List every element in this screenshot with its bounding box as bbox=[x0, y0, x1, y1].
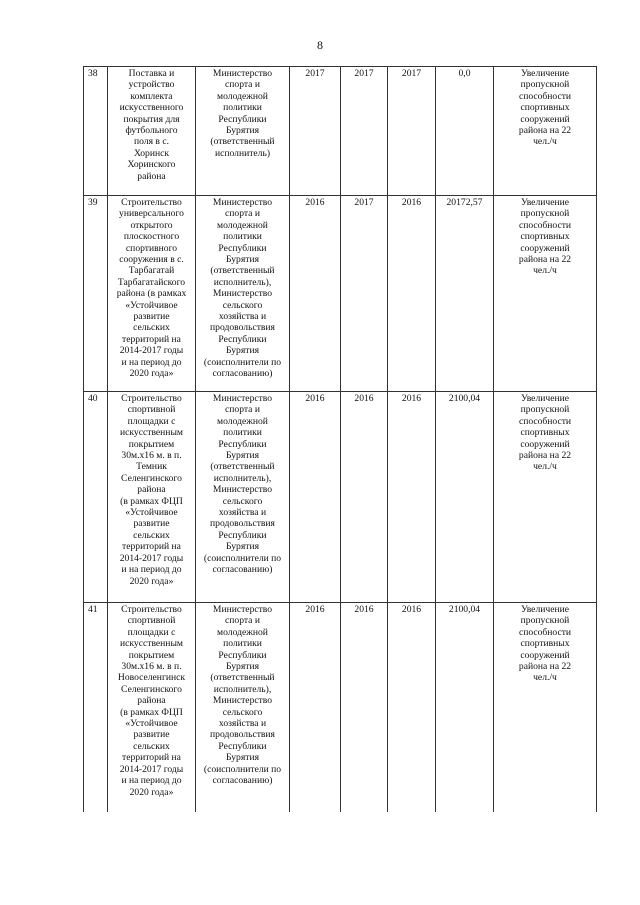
measure-name-cell: Поставка и устройство комплекта искусственного покрытия для футбольного поля в с. Хоринск Хоринского района bbox=[108, 67, 196, 196]
year-cell: 2016 bbox=[388, 603, 436, 813]
page-number: 8 bbox=[317, 38, 323, 52]
measure-name-cell: Строительство спортивной площадки с искусственным покрытием 30м.х16 м. в п. Темник Селенгинского района (в рамках ФЦП «Устойчивое развитие сельских территорий на 2014-2017 годы и на период до 2020 года» bbox=[108, 392, 196, 603]
year-cell: 2017 bbox=[388, 67, 436, 196]
program-table bbox=[83, 66, 597, 812]
year-cell: 2016 bbox=[341, 392, 388, 603]
measure-name-cell: Строительство спортивной площадки с искусственным покрытием 30м.х16 м. в п. Новоселенгинск Селенгинского района (в рамках ФЦП «Устойчивое развитие сельских территорий на 2014-2017 годы и на период до 2020 года» bbox=[108, 603, 196, 813]
result-cell: Увеличение пропускной способности спортивных сооружений района на 22 чел./ч bbox=[494, 392, 597, 603]
table-row bbox=[84, 392, 597, 603]
year-cell: 2016 bbox=[388, 196, 436, 392]
year-cell: 2017 bbox=[290, 67, 341, 196]
amount-cell: 0,0 bbox=[436, 67, 494, 196]
table-row bbox=[84, 67, 597, 196]
year-cell: 2016 bbox=[341, 603, 388, 813]
row-number-cell: 39 bbox=[84, 196, 108, 392]
result-cell: Увеличение пропускной способности спортивных сооружений района на 22 чел./ч bbox=[494, 196, 597, 392]
year-cell: 2017 bbox=[341, 67, 388, 196]
amount-cell: 2100,04 bbox=[436, 603, 494, 813]
year-cell: 2016 bbox=[388, 392, 436, 603]
year-cell: 2016 bbox=[290, 392, 341, 603]
amount-cell: 20172,57 bbox=[436, 196, 494, 392]
measure-name-cell: Строительство универсального открытого плоскостного спортивного сооружения в с. Тарбагатай Тарбагатайского района (в рамках «Устойчивое развитие сельских территорий на 2014-2017 годы и на период до 2020 года» bbox=[108, 196, 196, 392]
row-number-cell: 41 bbox=[84, 603, 108, 813]
table-row bbox=[84, 603, 597, 813]
amount-cell: 2100,04 bbox=[436, 392, 494, 603]
row-number-cell: 38 bbox=[84, 67, 108, 196]
year-cell: 2017 bbox=[341, 196, 388, 392]
executor-cell: Министерство спорта и молодежной политики Республики Бурятия (ответственный исполнитель), Министерство сельского хозяйства и продовольствия Республики Бурятия (соисполнители по согласованию) bbox=[196, 603, 290, 813]
executor-cell: Министерство спорта и молодежной политики Республики Бурятия (ответственный исполнитель) bbox=[196, 67, 290, 196]
year-cell: 2016 bbox=[290, 196, 341, 392]
table-row bbox=[84, 196, 597, 392]
result-cell: Увеличение пропускной способности спортивных сооружений района на 22 чел./ч bbox=[494, 603, 597, 813]
year-cell: 2016 bbox=[290, 603, 341, 813]
row-number-cell: 40 bbox=[84, 392, 108, 603]
result-cell: Увеличение пропускной способности спортивных сооружений района на 22 чел./ч bbox=[494, 67, 597, 196]
executor-cell: Министерство спорта и молодежной политики Республики Бурятия (ответственный исполнитель), Министерство сельского хозяйства и продовольствия Республики Бурятия (соисполнители по согласованию) bbox=[196, 196, 290, 392]
executor-cell: Министерство спорта и молодежной политики Республики Бурятия (ответственный исполнитель), Министерство сельского хозяйства и продовольствия Республики Бурятия (соисполнители по согласованию) bbox=[196, 392, 290, 603]
